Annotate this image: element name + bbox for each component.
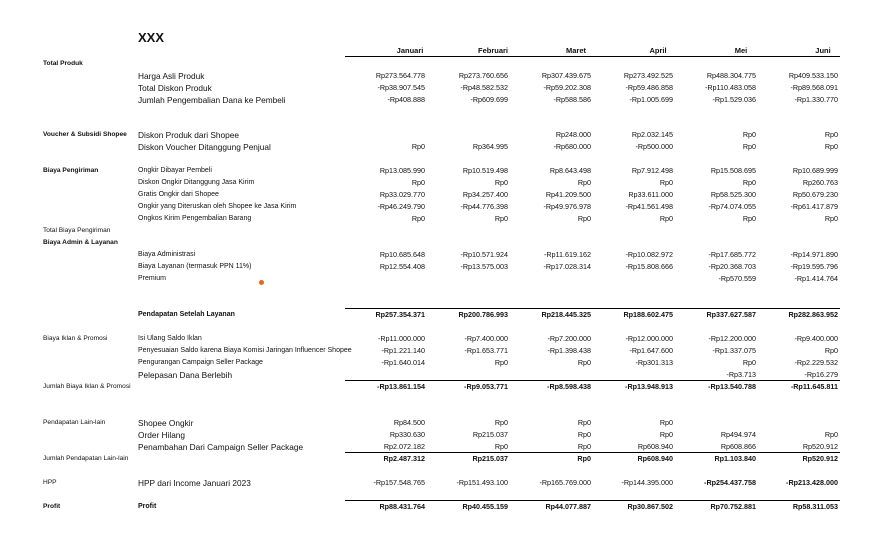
- item-label: Penambahan Dari Campaign Seller Package: [138, 442, 304, 452]
- value-cell-april: Rp2.032.145: [631, 130, 673, 139]
- sheet-title: XXX: [138, 30, 165, 45]
- value-cell-februari: -Rp44.776.398: [460, 202, 508, 211]
- value-cell-april: Rp0: [659, 430, 673, 439]
- value-cell-maret: -Rp59.202.308: [543, 83, 591, 92]
- item-label: HPP dari Income Januari 2023: [138, 478, 251, 488]
- category-label: Jumlah Biaya Iklan & Promosi: [43, 383, 131, 390]
- value-cell-juni: -Rp2.229.532: [794, 358, 838, 367]
- table-row: [0, 201, 870, 213]
- value-cell-februari: Rp364.995: [472, 142, 508, 151]
- value-cell-januari: Rp257.354.371: [375, 310, 425, 319]
- value-cell-maret: Rp0: [577, 178, 591, 187]
- value-cell-mei: Rp608.866: [720, 442, 756, 451]
- value-cell-juni: -Rp1.330.770: [794, 95, 838, 104]
- table-row: [0, 213, 870, 225]
- value-cell-juni: -Rp11.645.811: [790, 382, 838, 391]
- value-cell-maret: Rp0: [577, 430, 591, 439]
- item-label: Shopee Ongkir: [138, 418, 194, 428]
- value-cell-maret: -Rp11.619.162: [543, 250, 591, 259]
- value-cell-februari: -Rp151.493.100: [456, 478, 508, 487]
- value-cell-januari: -Rp38.907.545: [377, 83, 425, 92]
- value-cell-mei: Rp337.627.587: [706, 310, 756, 319]
- value-cell-januari: -Rp408.888: [387, 95, 425, 104]
- value-cell-januari: -Rp11.000.000: [377, 334, 425, 343]
- value-cell-maret: -Rp49.976.978: [543, 202, 591, 211]
- value-cell-februari: -Rp48.582.532: [460, 83, 508, 92]
- value-cell-januari: Rp12.554.408: [379, 262, 425, 271]
- value-cell-april: Rp33.611.000: [628, 190, 673, 199]
- value-cell-juni: -Rp61.417.879: [790, 202, 838, 211]
- item-label: Jumlah Pengembalian Dana ke Pembeli: [138, 95, 286, 105]
- value-cell-januari: Rp33.029.770: [379, 190, 425, 199]
- table-row: [0, 177, 870, 189]
- table-row: [0, 381, 870, 393]
- value-cell-juni: Rp520.912: [802, 442, 838, 451]
- value-cell-april: Rp608.940: [637, 442, 673, 451]
- value-cell-maret: Rp0: [577, 214, 591, 223]
- value-cell-april: -Rp41.561.498: [625, 202, 673, 211]
- value-cell-januari: Rp2.487.312: [383, 454, 425, 463]
- table-row: [0, 58, 870, 70]
- value-cell-mei: -Rp1.337.075: [712, 346, 756, 355]
- value-cell-februari: -Rp7.400.000: [464, 334, 508, 343]
- value-cell-april: Rp7.912.498: [631, 166, 673, 175]
- table-row: [0, 273, 870, 285]
- value-cell-januari: -Rp1.640.014: [381, 358, 425, 367]
- value-cell-juni: -Rp213.428.000: [786, 478, 838, 487]
- value-cell-maret: -Rp680.000: [553, 142, 591, 151]
- category-label: Jumlah Pendapatan Lain-lain: [43, 455, 129, 462]
- table-row: [0, 417, 870, 429]
- table-row: [0, 225, 870, 237]
- value-cell-maret: -Rp17.028.314: [543, 262, 591, 271]
- category-label: Voucher & Subsidi Shopee: [43, 131, 127, 138]
- value-cell-maret: Rp0: [577, 442, 591, 451]
- value-cell-mei: Rp58.525.300: [710, 190, 756, 199]
- table-row: [0, 237, 870, 249]
- value-cell-april: Rp30.867.502: [627, 502, 673, 511]
- value-cell-mei: -Rp110.483.058: [704, 83, 756, 92]
- table-row: [0, 261, 870, 273]
- table-row: [0, 189, 870, 201]
- value-cell-januari: -Rp1.221.140: [381, 346, 425, 355]
- header-underline: [345, 56, 840, 57]
- value-cell-maret: Rp248.000: [555, 130, 591, 139]
- table-row: [0, 141, 870, 153]
- value-cell-februari: Rp215.037: [472, 430, 508, 439]
- value-cell-mei: Rp1.103.840: [714, 454, 756, 463]
- value-cell-maret: -Rp588.586: [553, 95, 591, 104]
- value-cell-februari: Rp40.455.159: [462, 502, 508, 511]
- category-label: Biaya Pengiriman: [43, 167, 99, 174]
- value-cell-april: -Rp1.647.600: [629, 346, 673, 355]
- value-cell-februari: Rp0: [494, 358, 508, 367]
- value-cell-maret: Rp8.643.498: [549, 166, 591, 175]
- table-row: [0, 501, 870, 513]
- value-cell-mei: -Rp254.437.758: [704, 478, 756, 487]
- value-cell-mei: -Rp3.713: [726, 370, 756, 379]
- value-cell-juni: -Rp89.568.091: [790, 83, 838, 92]
- item-label: Pengurangan Campaign Seller Package: [138, 359, 263, 366]
- item-label: Isi Ulang Saldo Iklan: [138, 335, 202, 342]
- category-label: Total Produk: [43, 60, 83, 67]
- value-cell-april: Rp608.940: [637, 454, 673, 463]
- value-cell-februari: Rp34.257.400: [462, 190, 508, 199]
- item-label: Order Hilang: [138, 430, 186, 440]
- value-cell-maret: -Rp1.398.438: [547, 346, 591, 355]
- value-cell-februari: -Rp9.053.771: [464, 382, 508, 391]
- table-row: [0, 249, 870, 261]
- table-row: [0, 309, 870, 321]
- item-label: Premium: [138, 275, 167, 282]
- value-cell-januari: Rp88.431.764: [379, 502, 425, 511]
- value-cell-maret: Rp0: [577, 418, 591, 427]
- value-cell-februari: Rp0: [494, 178, 508, 187]
- value-cell-mei: -Rp20.368.703: [708, 262, 756, 271]
- value-cell-juni: -Rp1.414.764: [794, 274, 838, 283]
- value-cell-januari: -Rp46.249.790: [377, 202, 425, 211]
- value-cell-mei: -Rp74.074.055: [708, 202, 756, 211]
- value-cell-april: -Rp301.313: [635, 358, 673, 367]
- table-row: [0, 453, 870, 465]
- value-cell-april: -Rp12.000.000: [625, 334, 673, 343]
- value-cell-maret: -Rp8.598.438: [547, 382, 591, 391]
- value-cell-juni: Rp0: [824, 130, 838, 139]
- item-label: Penyesuaian Saldo karena Biaya Komisi Jaringan Influencer Shopee: [138, 347, 352, 354]
- value-cell-april: -Rp10.082.972: [625, 250, 673, 259]
- item-label: Gratis Ongkir dari Shopee: [138, 191, 219, 198]
- item-label: Diskon Ongkir Ditanggung Jasa Kirim: [138, 179, 255, 186]
- value-cell-januari: Rp84.500: [393, 418, 425, 427]
- value-cell-maret: Rp44.077.887: [545, 502, 591, 511]
- column-header-januari: Januari: [396, 46, 424, 55]
- value-cell-juni: Rp282.863.952: [788, 310, 838, 319]
- value-cell-februari: -Rp10.571.924: [460, 250, 508, 259]
- value-cell-april: -Rp500.000: [635, 142, 673, 151]
- value-cell-juni: Rp0: [824, 346, 838, 355]
- category-label: Biaya Admin & Layanan: [43, 239, 118, 246]
- value-cell-januari: Rp330.630: [389, 430, 425, 439]
- value-cell-april: -Rp15.808.666: [625, 262, 673, 271]
- value-cell-januari: Rp0: [411, 214, 425, 223]
- value-cell-januari: Rp273.564.778: [375, 71, 425, 80]
- column-header-juni: Juni: [815, 46, 831, 55]
- value-cell-februari: -Rp13.575.003: [460, 262, 508, 271]
- value-cell-juni: -Rp16.279: [804, 370, 838, 379]
- table-row: [0, 129, 870, 141]
- value-cell-februari: Rp0: [494, 442, 508, 451]
- value-cell-mei: -Rp570.559: [718, 274, 756, 283]
- value-cell-april: Rp0: [659, 214, 673, 223]
- value-cell-april: Rp273.492.525: [623, 71, 673, 80]
- value-cell-april: -Rp59.486.858: [625, 83, 673, 92]
- value-cell-mei: -Rp12.200.000: [708, 334, 756, 343]
- value-cell-mei: Rp0: [742, 178, 756, 187]
- value-cell-maret: Rp41.209.500: [545, 190, 591, 199]
- value-cell-mei: Rp0: [742, 358, 756, 367]
- item-label: Ongkir yang Diteruskan oleh Shopee ke Jasa Kirim: [138, 203, 297, 210]
- value-cell-maret: -Rp7.200.000: [547, 334, 591, 343]
- value-cell-juni: Rp10.689.999: [792, 166, 838, 175]
- value-cell-mei: Rp488.304.775: [706, 71, 756, 80]
- item-label: Total Diskon Produk: [138, 83, 212, 93]
- value-cell-juni: Rp0: [824, 430, 838, 439]
- value-cell-mei: Rp494.974: [720, 430, 756, 439]
- value-cell-mei: -Rp1.529.036: [712, 95, 756, 104]
- value-cell-april: Rp0: [659, 418, 673, 427]
- value-cell-januari: -Rp157.548.765: [373, 478, 425, 487]
- value-cell-juni: Rp520.912: [802, 454, 838, 463]
- value-cell-februari: -Rp609.699: [470, 95, 508, 104]
- table-row: [0, 70, 870, 82]
- value-cell-maret: -Rp165.769.000: [539, 478, 591, 487]
- value-cell-maret: Rp307.439.675: [541, 71, 591, 80]
- column-header-april: April: [649, 46, 667, 55]
- value-cell-april: -Rp144.395.000: [621, 478, 673, 487]
- category-label: Biaya Iklan & Promosi: [43, 335, 108, 342]
- item-label: Profit: [138, 503, 157, 510]
- table-row: [0, 369, 870, 381]
- item-label: Pelepasan Dana Berlebih: [138, 370, 233, 380]
- table-row: [0, 333, 870, 345]
- value-cell-juni: Rp409.533.150: [788, 71, 838, 80]
- value-cell-maret: Rp0: [577, 454, 591, 463]
- value-cell-mei: Rp0: [742, 214, 756, 223]
- value-cell-mei: Rp0: [742, 142, 756, 151]
- table-row: [0, 82, 870, 94]
- table-row: [0, 357, 870, 369]
- column-header-maret: Maret: [565, 46, 586, 55]
- value-cell-januari: Rp0: [411, 178, 425, 187]
- category-label: Profit: [43, 503, 61, 510]
- item-label: Diskon Produk dari Shopee: [138, 130, 240, 140]
- item-label: Biaya Administrasi: [138, 251, 196, 258]
- value-cell-februari: -Rp1.653.771: [464, 346, 508, 355]
- value-cell-januari: Rp10.685.648: [379, 250, 425, 259]
- value-cell-februari: Rp0: [494, 214, 508, 223]
- item-label: Ongkos Kirim Pengembalian Barang: [138, 215, 252, 222]
- value-cell-januari: -Rp13.861.154: [377, 382, 425, 391]
- value-cell-februari: Rp215.037: [472, 454, 508, 463]
- value-cell-januari: Rp13.085.990: [379, 166, 425, 175]
- item-label: Biaya Layanan (termasuk PPN 11%): [138, 263, 252, 270]
- value-cell-maret: Rp0: [577, 358, 591, 367]
- table-row: [0, 345, 870, 357]
- value-cell-april: -Rp13.948.913: [625, 382, 673, 391]
- category-label: HPP: [43, 479, 57, 486]
- value-cell-juni: Rp0: [824, 214, 838, 223]
- column-header-februari: Februari: [477, 46, 508, 55]
- value-cell-april: -Rp1.005.699: [629, 95, 673, 104]
- value-cell-juni: Rp58.311.053: [792, 502, 838, 511]
- value-cell-januari: Rp0: [411, 142, 425, 151]
- value-cell-februari: Rp10.519.498: [462, 166, 508, 175]
- table-row: [0, 429, 870, 441]
- value-cell-maret: Rp218.445.325: [541, 310, 591, 319]
- value-cell-juni: Rp50.679.230: [792, 190, 838, 199]
- value-cell-februari: Rp200.786.993: [458, 310, 508, 319]
- value-cell-juni: Rp260.763: [802, 178, 838, 187]
- value-cell-januari: Rp2.072.182: [383, 442, 425, 451]
- value-cell-mei: -Rp13.540.788: [708, 382, 756, 391]
- value-cell-mei: Rp70.752.881: [710, 502, 756, 511]
- item-label: Pendapatan Setelah Layanan: [138, 311, 235, 318]
- column-header-mei: Mei: [734, 46, 748, 55]
- value-cell-april: Rp0: [659, 178, 673, 187]
- item-label: Harga Asli Produk: [138, 71, 205, 81]
- value-cell-juni: Rp0: [824, 142, 838, 151]
- value-cell-juni: -Rp14.971.890: [790, 250, 838, 259]
- value-cell-mei: Rp0: [742, 130, 756, 139]
- category-label: Pendapatan Lain-lain: [43, 419, 106, 426]
- value-cell-april: Rp188.602.475: [623, 310, 673, 319]
- item-label: Diskon Voucher Ditanggung Penjual: [138, 142, 271, 152]
- value-cell-mei: Rp15.508.695: [710, 166, 756, 175]
- category-label: Total Biaya Pengiriman: [43, 227, 111, 234]
- value-cell-februari: Rp0: [494, 418, 508, 427]
- value-cell-februari: Rp273.760.656: [458, 71, 508, 80]
- value-cell-juni: -Rp19.595.796: [790, 262, 838, 271]
- table-row: [0, 477, 870, 489]
- table-row: [0, 165, 870, 177]
- value-cell-mei: -Rp17.685.772: [708, 250, 756, 259]
- value-cell-juni: -Rp9.400.000: [794, 334, 838, 343]
- table-row: [0, 441, 870, 453]
- table-row: [0, 94, 870, 106]
- item-label: Ongkir Dibayar Pembeli: [138, 167, 212, 174]
